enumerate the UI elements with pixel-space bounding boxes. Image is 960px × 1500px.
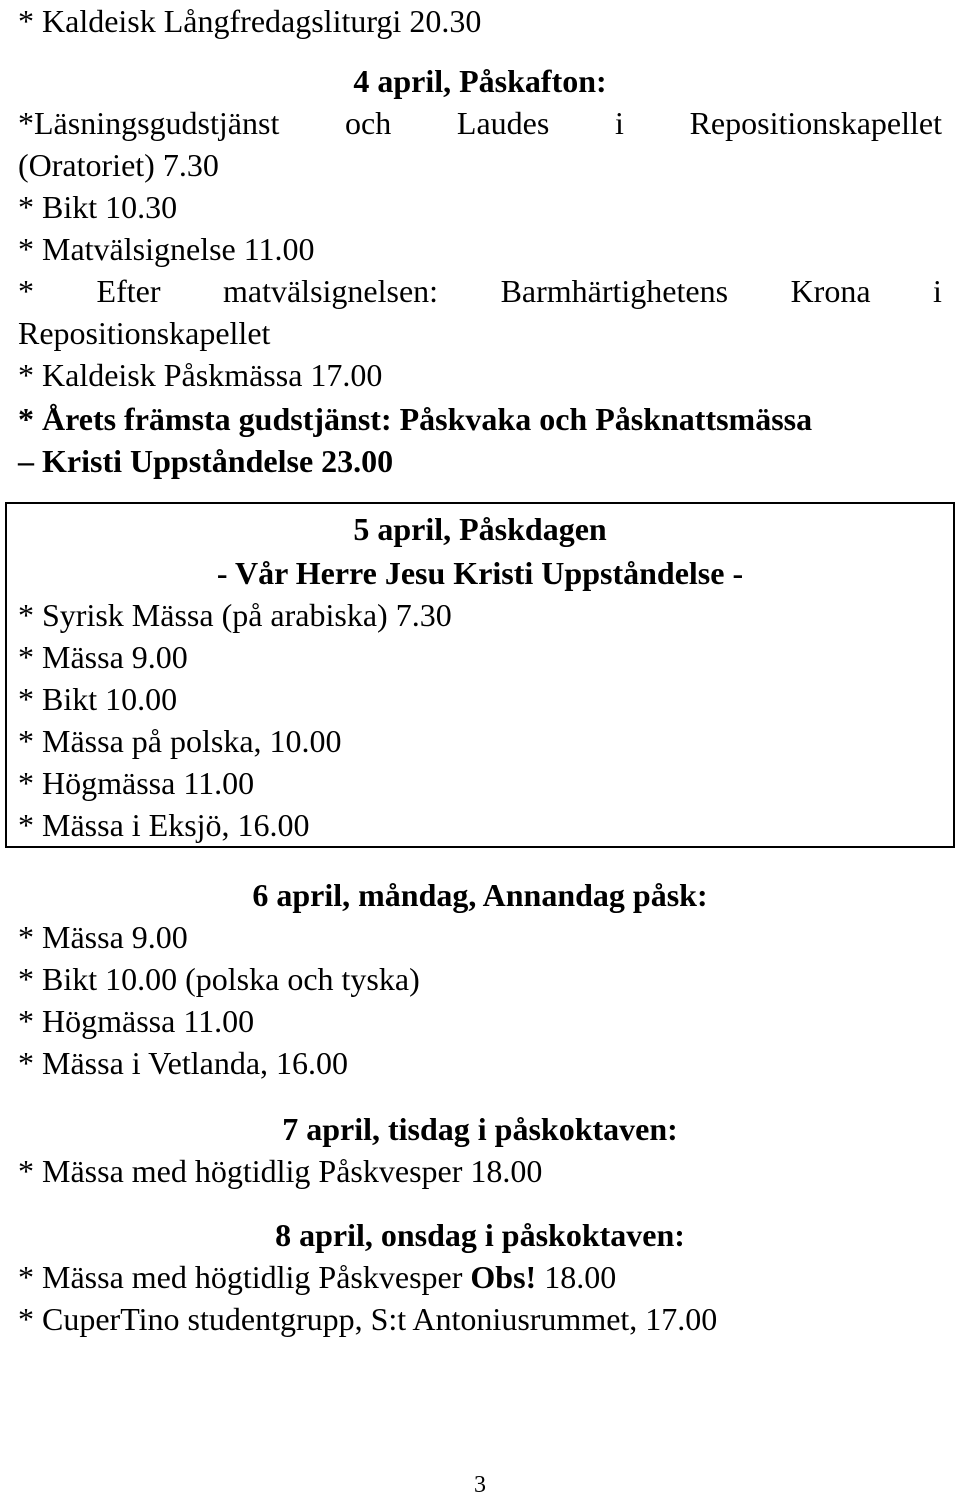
list-item: * Syrisk Mässa (på arabiska) 7.30	[18, 597, 452, 633]
heading-april-5: 5 april, Påskdagen	[353, 511, 607, 547]
list-item: * Mässa i Vetlanda, 16.00	[18, 1045, 349, 1081]
item-time: 18.00	[536, 1259, 617, 1295]
schedule-line-lasningsgudstjanst	[18, 102, 942, 144]
word: i	[615, 105, 624, 141]
schedule-line-kristi-uppstandelse: – Kristi Uppståndelse 23.00	[18, 443, 394, 479]
list-item	[18, 1256, 942, 1298]
schedule-line-bikt: * Bikt 10.30	[18, 189, 178, 225]
subheading-april-5: - Vår Herre Jesu Kristi Uppståndelse -	[216, 555, 744, 591]
heading-april-7: 7 april, tisdag i påskoktaven:	[282, 1111, 678, 1147]
list-item: * Bikt 10.00	[18, 681, 178, 717]
schedule-line-kaldeisk-paskmassa: * Kaldeisk Påskmässa 17.00	[18, 357, 383, 393]
word: Laudes	[456, 105, 550, 141]
list-item: * CuperTino studentgrupp, S:t Antoniusrummet, 17.00	[18, 1301, 718, 1337]
schedule-line-matvalsignelse: * Matvälsignelse 11.00	[18, 231, 315, 267]
word: Barmhärtighetens	[500, 273, 729, 309]
heading-april-4: 4 april, Påskafton:	[353, 63, 607, 99]
word: *	[18, 273, 34, 309]
word: och	[345, 105, 392, 141]
heading-april-6: 6 april, måndag, Annandag påsk:	[252, 877, 708, 913]
list-item: * Högmässa 11.00	[18, 1003, 255, 1039]
obs-note: Obs!	[470, 1259, 537, 1295]
word: *Läsningsgudstjänst	[18, 105, 280, 141]
list-item: * Mässa 9.00	[18, 639, 188, 675]
schedule-line-kaldeisk-langfredag: * Kaldeisk Långfredagsliturgi 20.30	[18, 3, 482, 39]
schedule-line-barmhartighetens-krona	[18, 270, 942, 312]
word: Krona	[790, 273, 871, 309]
heading-april-8: 8 april, onsdag i påskoktaven:	[275, 1217, 685, 1253]
list-item: * Mässa på polska, 10.00	[18, 723, 342, 759]
word: matvälsignelsen:	[222, 273, 439, 309]
schedule-line-repositionskapellet: Repositionskapellet	[18, 315, 271, 351]
schedule-line-oratoriet: (Oratoriet) 7.30	[18, 147, 219, 183]
word: i	[933, 273, 942, 309]
page-number: 3	[474, 1472, 486, 1498]
schedule-line-arets-framsta: * Årets främsta gudstjänst: Påskvaka och Påsknattsmässa	[18, 401, 813, 437]
list-item: * Mässa 9.00	[18, 919, 188, 955]
list-item: * Mässa med högtidlig Påskvesper 18.00	[18, 1153, 543, 1189]
list-item: * Bikt 10.00 (polska och tyska)	[18, 961, 420, 997]
word: Efter	[96, 273, 161, 309]
list-item: * Högmässa 11.00	[18, 765, 255, 801]
item-text: * Mässa med högtidlig Påskvesper	[18, 1259, 471, 1295]
list-item: * Mässa i Eksjö, 16.00	[18, 807, 310, 843]
word: Repositionskapellet	[689, 105, 942, 141]
